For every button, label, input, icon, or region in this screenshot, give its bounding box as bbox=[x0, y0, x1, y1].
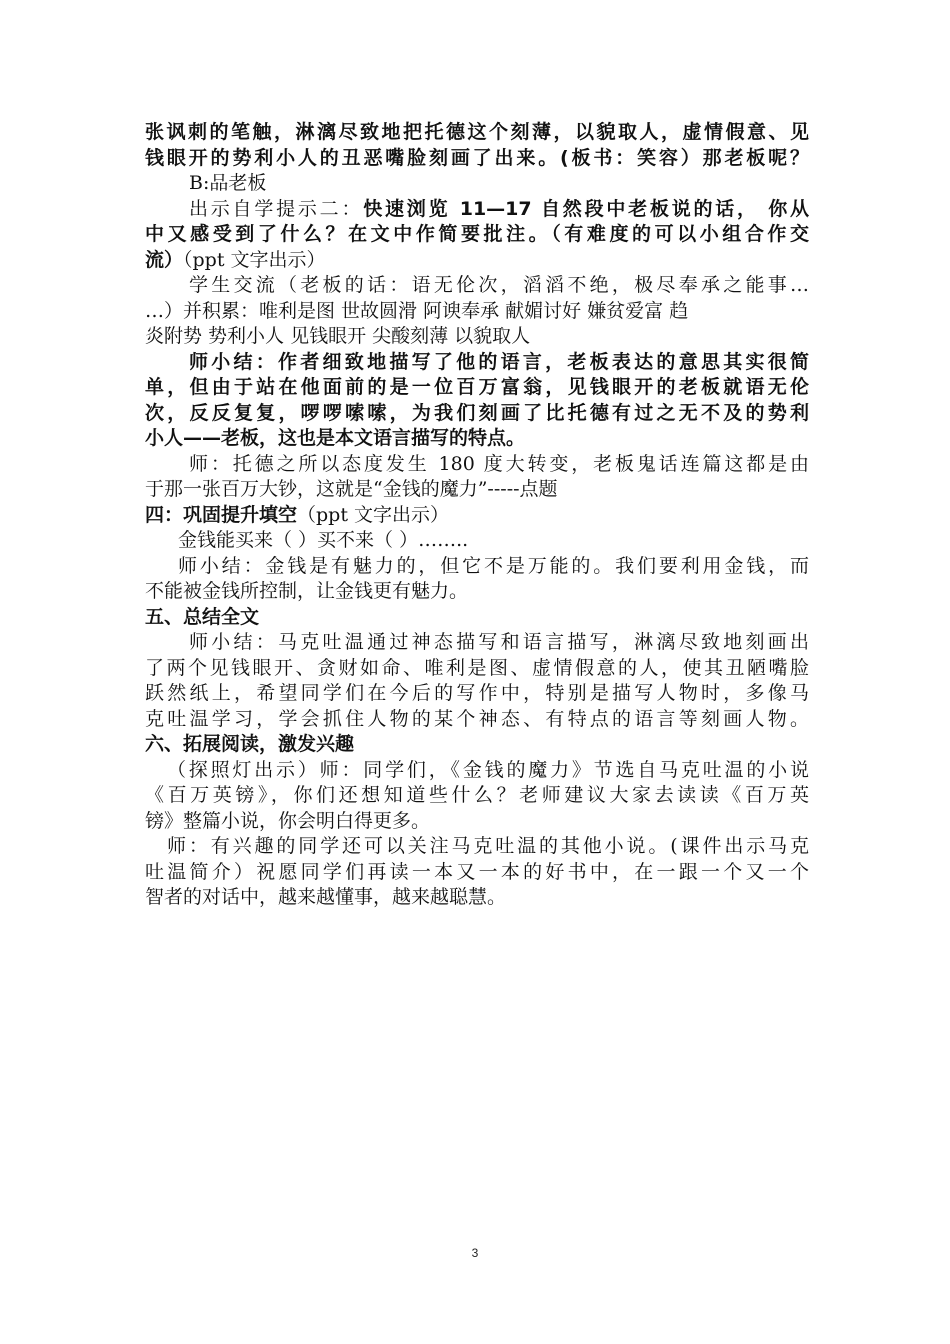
text-line bbox=[145, 171, 809, 197]
text-segment: 于那一张百万大钞，这就是“金钱的魔力”-----点题 bbox=[145, 478, 558, 500]
text-line bbox=[145, 630, 809, 656]
text-segment: 学生交流（老板的话：语无伦次，滔滔不绝，极尽奉承之能事… bbox=[189, 274, 809, 296]
text-line bbox=[145, 120, 809, 146]
text-segment: 六、拓展阅读，激发兴趣 bbox=[145, 733, 355, 755]
text-line bbox=[145, 579, 809, 605]
text-segment: 张讽刺的笔触，淋漓尽致地把托德这个刻薄，以貌取人，虚情假意、见 bbox=[145, 121, 809, 143]
section-heading bbox=[145, 605, 809, 631]
text-line bbox=[145, 324, 809, 350]
text-line bbox=[145, 758, 809, 784]
text-segment: 《百万英镑》，你们还想知道些什么？老师建议大家去读读《百万英 bbox=[145, 784, 809, 806]
text-segment: 炎附势 势利小人 见钱眼开 尖酸刻薄 以貌取人 bbox=[145, 325, 531, 347]
text-segment: 师小结：马克吐温通过神态描写和语言描写，淋漓尽致地刻画出 bbox=[189, 631, 809, 653]
text-line bbox=[145, 452, 809, 478]
text-segment: 金钱能买来（ ）买不来（ ）…….. bbox=[178, 529, 469, 551]
text-segment: 钱眼开的势利小人的丑恶嘴脸刻画了出来。(板书：笑容）那老板呢？ bbox=[145, 146, 809, 169]
text-segment: 智者的对话中，越来越懂事，越来越聪慧。 bbox=[145, 886, 507, 908]
text-line bbox=[145, 375, 809, 401]
text-segment: （ppt 文字出示） bbox=[297, 503, 450, 526]
text-segment: 次，反反复复，啰啰嗦嗦，为我们刻画了比托德有过之无不及的势利 bbox=[145, 401, 809, 424]
text-segment: 四：巩固提升填空 bbox=[145, 503, 298, 526]
text-segment: B:品老板 bbox=[189, 172, 267, 194]
text-line bbox=[145, 656, 809, 682]
text-line bbox=[145, 809, 809, 835]
text-line bbox=[145, 248, 809, 274]
text-segment: （探照灯出示）师：同学们，《金钱的魔力》节选自马克吐温的小说 bbox=[167, 758, 809, 781]
text-segment: 师：托德之所以态度发生 180 度大转变，老板鬼话连篇这都是由 bbox=[189, 452, 809, 475]
text-line bbox=[145, 554, 809, 580]
text-segment: 了两个见钱眼开、贪财如命、唯利是图、虚情假意的人，使其丑陋嘴脸 bbox=[145, 656, 809, 679]
text-line bbox=[145, 426, 809, 452]
section-heading bbox=[145, 503, 809, 529]
text-line bbox=[145, 146, 809, 172]
text-segment: 镑》整篇小说，你会明白得更多。 bbox=[145, 809, 431, 832]
text-line bbox=[145, 222, 809, 248]
text-line bbox=[145, 528, 809, 554]
text-segment: 小人——老板，这也是本文语言描写的特点。 bbox=[145, 427, 526, 449]
text-line bbox=[145, 401, 809, 427]
text-segment: 流） bbox=[145, 248, 184, 271]
text-line bbox=[145, 197, 809, 223]
document-body bbox=[145, 120, 809, 911]
text-line bbox=[145, 477, 809, 503]
text-line bbox=[145, 834, 809, 860]
page-number: 3 bbox=[471, 1246, 479, 1260]
section-heading bbox=[145, 732, 809, 758]
text-segment: 快速浏览 11—17 自然段中老板说的话， 你从 bbox=[363, 197, 809, 220]
text-segment: 跃然纸上，希望同学们在今后的写作中，特别是描写人物时，多像马 bbox=[145, 682, 809, 704]
text-line bbox=[145, 350, 809, 376]
text-line bbox=[145, 707, 809, 733]
text-segment: 中又感受到了什么？在文中作简要批注。（有难度的可以小组合作交 bbox=[145, 223, 809, 245]
text-segment: 五、总结全文 bbox=[145, 605, 260, 628]
text-line bbox=[145, 273, 809, 299]
text-segment: …）并积累：唯利是图 世故圆滑 阿谀奉承 献媚讨好 嫌贫爱富 趋 bbox=[145, 299, 689, 322]
text-segment: 师：有兴趣的同学还可以关注马克吐温的其他小说。(课件出示马克 bbox=[167, 835, 809, 857]
text-segment: （ppt 文字出示） bbox=[183, 248, 326, 271]
text-line bbox=[145, 783, 809, 809]
text-segment: 师小结：金钱是有魅力的，但它不是万能的。我们要利用金钱，而 bbox=[178, 554, 809, 577]
text-line bbox=[145, 299, 809, 325]
text-line bbox=[145, 681, 809, 707]
text-segment: 师小结：作者细致地描写了他的语言，老板表达的意思其实很简 bbox=[189, 350, 809, 373]
text-segment: 出示自学提示二： bbox=[189, 197, 364, 220]
text-line bbox=[145, 885, 809, 911]
text-line bbox=[145, 860, 809, 886]
text-segment: 吐温简介）祝愿同学们再读一本又一本的好书中，在一跟一个又一个 bbox=[145, 860, 809, 883]
text-segment: 单，但由于站在他面前的是一位百万富翁，见钱眼开的老板就语无伦 bbox=[145, 376, 809, 398]
text-segment: 不能被金钱所控制，让金钱更有魅力。 bbox=[145, 580, 469, 602]
text-segment: 克吐温学习，学会抓住人物的某个神态、有特点的语言等刻画人物。 bbox=[145, 707, 809, 730]
